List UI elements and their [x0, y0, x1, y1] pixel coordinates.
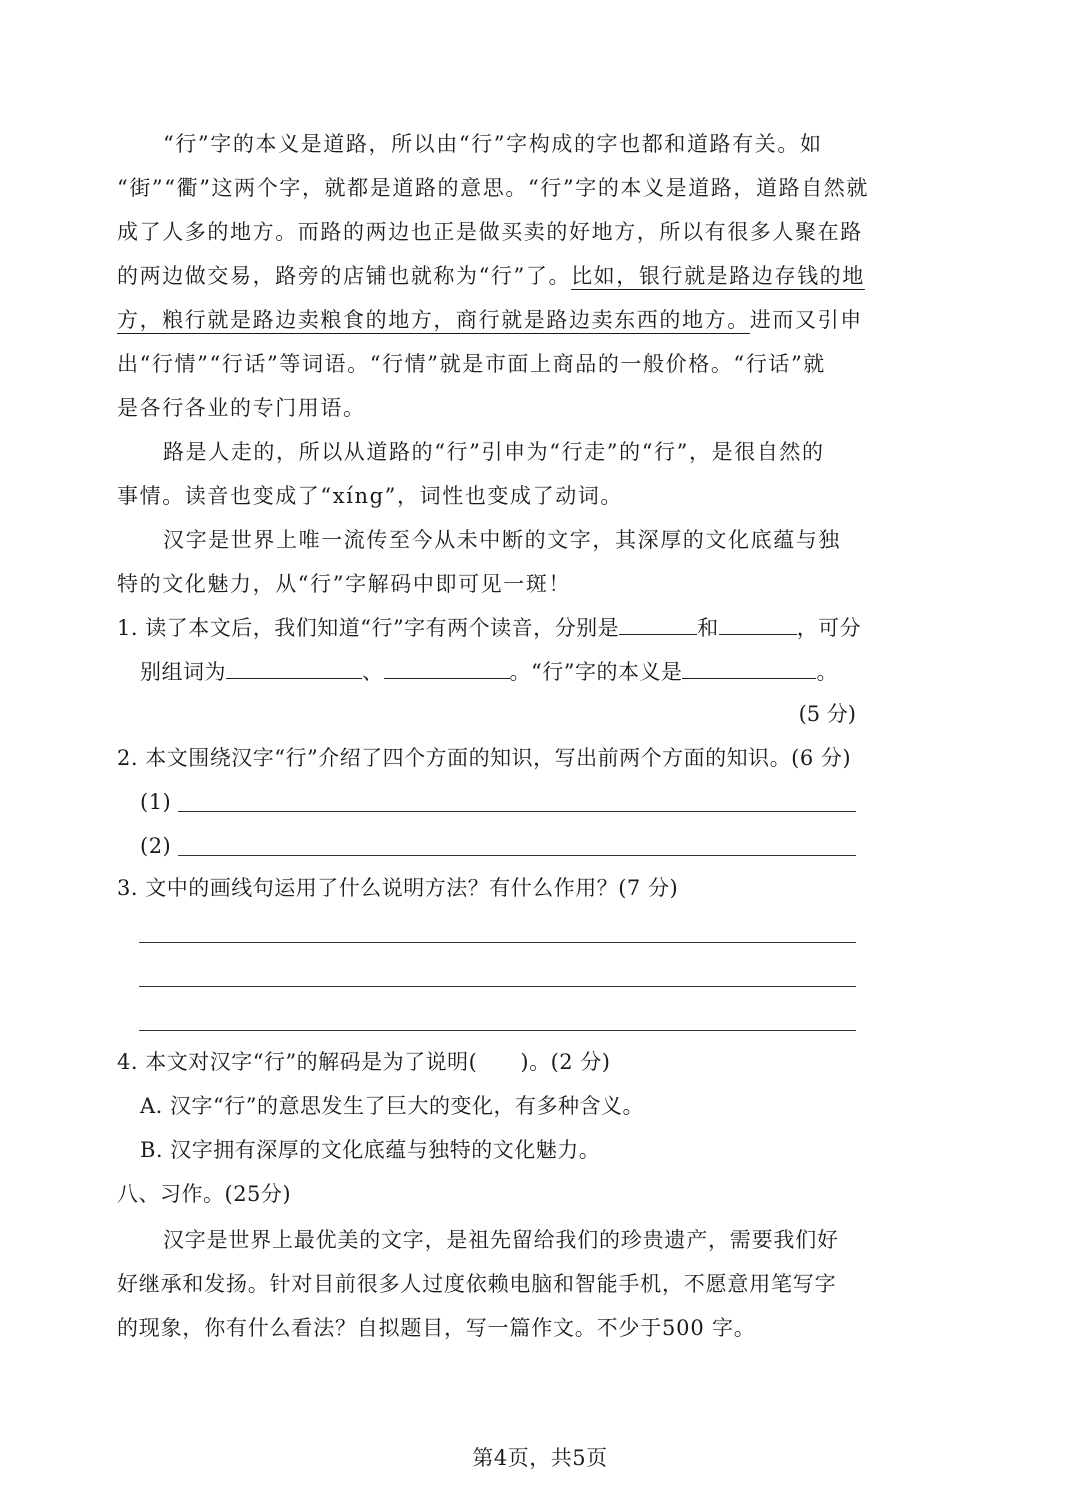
option-b[interactable]: B. 汉字拥有深厚的文化底蕴与独特的文化魅力。 [140, 1138, 601, 1162]
passage-line [117, 254, 865, 298]
answer-line[interactable] [178, 855, 856, 856]
passage-line: “行”字的本义是道路，所以由“行”字构成的字也都和道路有关。如 [163, 132, 823, 156]
option-a[interactable]: A. 汉字“行”的意思发生了巨大的变化，有多种含义。 [140, 1094, 644, 1118]
passage-line [117, 298, 863, 342]
question-2-sub-2-label: (2) [140, 834, 172, 858]
answer-blank[interactable] [682, 656, 816, 679]
answer-blank[interactable] [719, 612, 797, 635]
answer-line[interactable] [139, 942, 856, 943]
question-4-text: 4. 本文对汉字“行”的解码是为了说明( )。(2 分) [117, 1050, 611, 1074]
question-1-text: ，可分 [796, 616, 862, 640]
passage-line: 事情。读音也变成了“xíng”，词性也变成了动词。 [117, 484, 623, 508]
answer-blank[interactable] [619, 612, 697, 635]
passage-text: 进而又引申 [749, 308, 863, 332]
question-1-text: 1. 读了本文后，我们知道“行”字有两个读音，分别是 [117, 616, 620, 640]
question-1-text: 、 [362, 660, 384, 684]
answer-blank[interactable] [384, 656, 510, 679]
question-1-text: 。“行”字的本义是 [509, 660, 683, 684]
section-8-text: 的现象，你有什么看法？自拟题目，写一篇作文。不少于500 字。 [117, 1316, 756, 1340]
question-1-score: (5 分) [798, 702, 856, 726]
passage-line: 路是人走的，所以从道路的“行”引申为“行走”的“行”，是很自然的 [163, 440, 825, 464]
question-1-text: 和 [697, 616, 719, 640]
question-1-text: 。 [816, 660, 838, 684]
question-2-sub-1-label: (1) [140, 790, 172, 814]
section-8-text: 汉字是世界上最优美的文字，是祖先留给我们的珍贵遗产，需要我们好 [163, 1228, 839, 1252]
underlined-sentence: 比如，银行就是路边存钱的地 [571, 264, 865, 288]
section-8-heading: 八、习作。(25分) [117, 1182, 292, 1206]
section-8-text: 好继承和发扬。针对目前很多人过度依赖电脑和智能手机，不愿意用笔写字 [117, 1272, 837, 1296]
question-2-text: 2. 本文围绕汉字“行”介绍了四个方面的知识，写出前两个方面的知识。(6 分) [117, 746, 852, 770]
question-1-line-2 [140, 650, 838, 694]
passage-text: 的两边做交易，路旁的店铺也就称为“行”了。 [117, 264, 572, 288]
page-number: 第4页，共5页 [472, 1446, 608, 1470]
passage-line: “街”“衢”这两个字，就都是道路的意思。“行”字的本义是道路，道路自然就 [117, 176, 870, 200]
answer-line[interactable] [178, 811, 856, 812]
answer-blank[interactable] [226, 656, 362, 679]
passage-line: 汉字是世界上唯一流传至今从未中断的文字，其深厚的文化底蕴与独 [163, 528, 841, 552]
answer-line[interactable] [139, 1030, 856, 1031]
question-3-text: 3. 文中的画线句运用了什么说明方法？有什么作用？(7 分) [117, 876, 679, 900]
answer-line[interactable] [139, 986, 856, 987]
passage-line: 特的文化魅力，从“行”字解码中即可见一斑！ [117, 572, 572, 596]
passage-line: 成了人多的地方。而路的两边也正是做买卖的好地方，所以有很多人聚在路 [117, 220, 863, 244]
question-1-text: 别组词为 [140, 660, 226, 684]
passage-line: 是各行各业的专门用语。 [117, 396, 366, 420]
underlined-sentence: 方，粮行就是路边卖粮食的地方，商行就是路边卖东西的地方。 [117, 308, 750, 332]
passage-line: 出“行情”“行话”等词语。“行情”就是市面上商品的一般价格。“行话”就 [117, 352, 826, 376]
question-1 [117, 606, 861, 650]
